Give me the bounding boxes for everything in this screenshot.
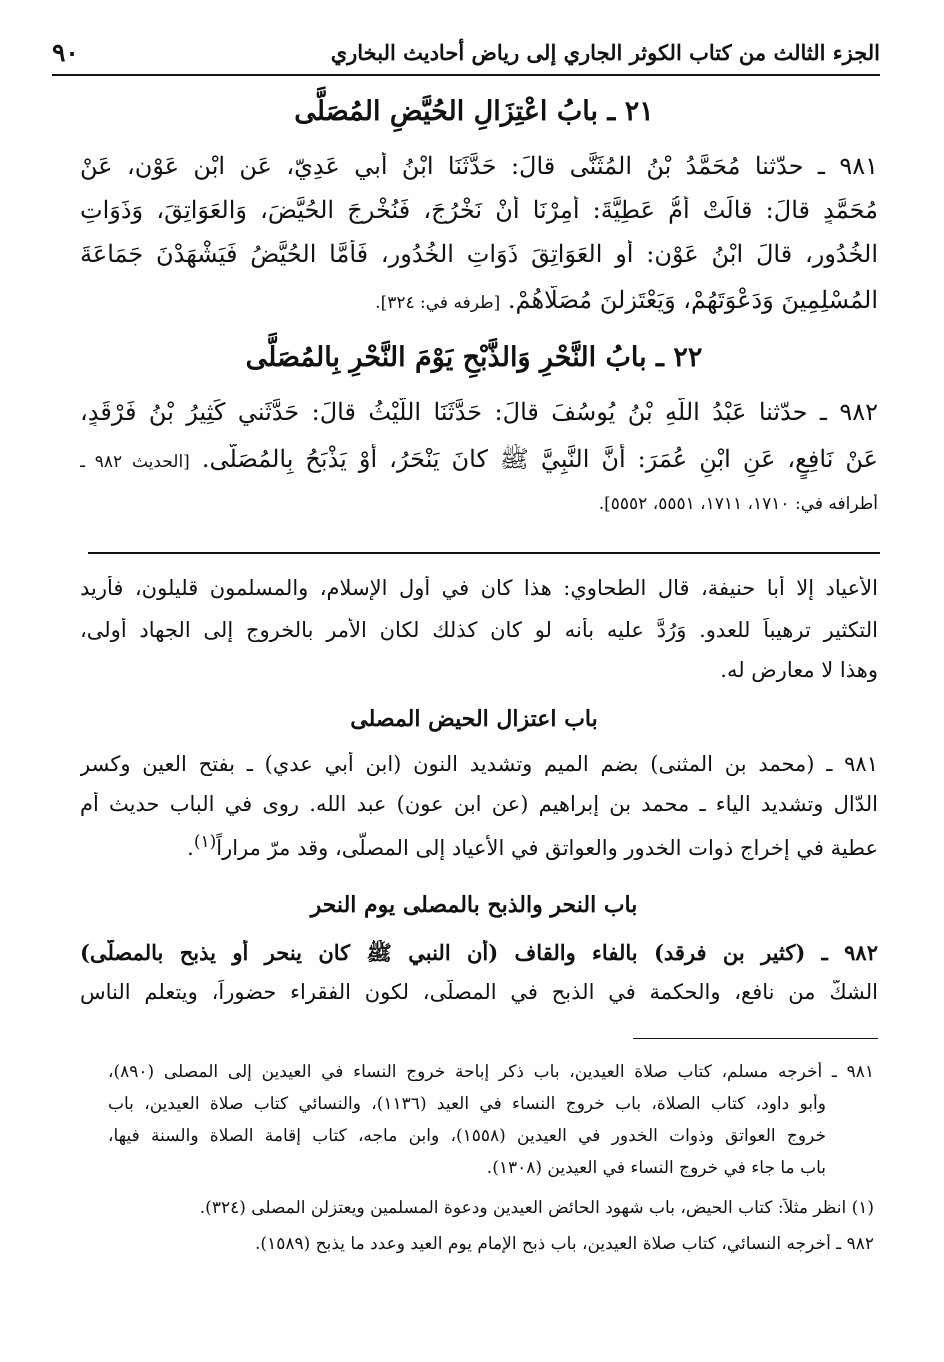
commentary-subheading-981: باب اعتزال الحيض المصلى [350, 706, 598, 732]
hadith-982-text-end: عَنْ نَافِعٍ، عَنِ ابْنِ عُمَرَ: أَنَّ النَّبِيَّ ﷺ كانَ يَنْحَرُ، أَوْ يَذْبَحُ بِالمُصَلَّى. [201, 445, 878, 473]
commentary-981-period: . [187, 836, 194, 860]
commentary-981-line-2: الدّال وتشديد الياء ـ محمد بن إبراهيم (عن ابن عون) عبد الله. روى في الباب حديث أم [80, 792, 878, 816]
footnote-981-line-1: ٩٨١ ـ أخرجه مسلم، كتاب صلاة العيدين، باب ذكر إباحة خروج النساء في العيدين إلى المصلى (٨٩٠)، [108, 1062, 874, 1082]
hadith-981-line-1: ٩٨١ ـ حدّثنا مُحَمَّدُ بْنُ المُثَنَّى قالَ: حَدَّثَنَا ابْنُ أَبي عَدِيّ، عَنِ ابْنِ عَوْنٍ، عَنْ [80, 152, 878, 180]
commentary-subheading-982: باب النحر والذبح بالمصلى يوم النحر [310, 892, 638, 918]
footnote-981-line-2: وأبو داود، كتاب الصلاة، باب خروج النساء في العيد (١١٣٦)، والنسائي كتاب صلاة العيدين، باب [108, 1094, 826, 1114]
section-divider [88, 552, 880, 554]
commentary-intro-line-2: التكثير ترهيباً للعدو. وَرُدَّ عليه بأنه لو كان كذلك لكان الأمر بالخروج إلى الجهاد أولى، [80, 618, 878, 642]
footnote-981-line-3: خروج العواتق وذوات الخدور في العيدين (١٥٥٨)، وابن ماجه، كتاب إقامة الصلاة والسنة فيها، [108, 1126, 826, 1146]
page-number: ٩٠ [52, 37, 79, 67]
hadith-981-line-4 [80, 286, 878, 314]
footnote-divider [633, 1038, 878, 1039]
commentary-981-line-3 [80, 832, 878, 860]
commentary-981-text-end: عطية في إخراج ذوات الخدور والعواتق في الأعياد إلى المصلّى، وقد مرّ مراراً [216, 836, 878, 860]
hadith-982-line-2 [80, 444, 878, 479]
hadith-981-line-3: الخُدُورِ، قالَ ابْنُ عَوْن: أَوِ العَوَاتِقَ ذَوَاتِ الخُدُورِ، فَأَمَّا الحُيَّضُ فَيَشْهَدْنَ جَمَاعَةَ [80, 240, 878, 268]
footnote-981-line-4: باب ما جاء في خروج النساء في العيدين (١٣٠٨). [486, 1158, 826, 1178]
commentary-982-line-1: ٩٨٢ ـ (كثير بن فرقد) بالفاء والقاف (أن النبي ﷺ كان ينحر أو يذبح بالمصلّى) [80, 940, 878, 965]
commentary-981-line-1: ٩٨١ ـ (محمد بن المثنى) بضم الميم وتشديد النون (ابن أبي عدي) ـ بفتح العين وكسر [80, 752, 878, 776]
chapter-22-title: ٢٢ ـ بابُ النَّحْرِ وَالذَّبْحِ يَوْمَ النَّحْرِ بِالمُصَلَّى [245, 342, 703, 373]
hadith-981-reference: [طرفه في: ٣٢٤]. [375, 293, 501, 313]
footnote-982: ٩٨٢ ـ أخرجه النسائي، كتاب صلاة العيدين، باب ذبح الإمام يوم العيد وعدد ما يذبح (١٥٨٩). [255, 1234, 874, 1254]
commentary-intro-line-3: وهذا لا معارض له. [720, 658, 878, 682]
hadith-981-text-end: المُسْلِمِينَ وَدَعْوَتَهُمْ، وَيَعْتَزِلنَ مُصَلَّاهُمْ. [507, 286, 878, 314]
hadith-981-line-2: مُحَمَّدٍ قالَ: قالَتْ أُمُّ عَطِيَّةَ: أُمِرْنَا أَنْ نَخْرُجَ، فَنُخْرِجَ الحُيَّضَ، وَالعَوَاتِقَ، وَذَوَاتِ [80, 196, 878, 224]
commentary-intro-line-1: الأعياد إلا أبا حنيفة، قال الطحاوي: هذا كان في أول الإسلام، والمسلمون قليلون، فأريد [80, 576, 878, 600]
chapter-21-title: ٢١ ـ بابُ اعْتِزَالِ الحُيَّضِ المُصَلَّى [294, 96, 654, 127]
hadith-982-line-1: ٩٨٢ ـ حدّثنا عَبْدُ اللَّهِ بْنُ يُوسُفَ قالَ: حَدَّثَنَا اللَّيْثُ قالَ: حَدَّثَني كَثِيرُ بْنُ فَرْقَدٍ، [80, 398, 878, 426]
footnote-1: (١) انظر مثلاً: كتاب الحيض، باب شهود الحائض العيدين ودعوة المسلمين ويعتزلن المصلى (٣٢٤). [199, 1198, 874, 1218]
hadith-982-reference-start: [الحديث ٩٨٢ ـ [80, 452, 190, 472]
footnote-marker: (١) [193, 832, 217, 852]
running-title: الجزء الثالث من كتاب الكوثر الجاري إلى رياض أحاديث البخاري [330, 39, 880, 65]
page-header [52, 30, 880, 76]
commentary-982-line-2: الشكُّ من نافع، والحكمة في الذبح في المصلّى، لكون الفقراء حضوراً، ويتعلم الناس [80, 980, 878, 1004]
hadith-982-reference-end: أطرافه في: ١٧١٠، ١٧١١، ٥٥٥١، ٥٥٥٢]. [598, 494, 878, 514]
